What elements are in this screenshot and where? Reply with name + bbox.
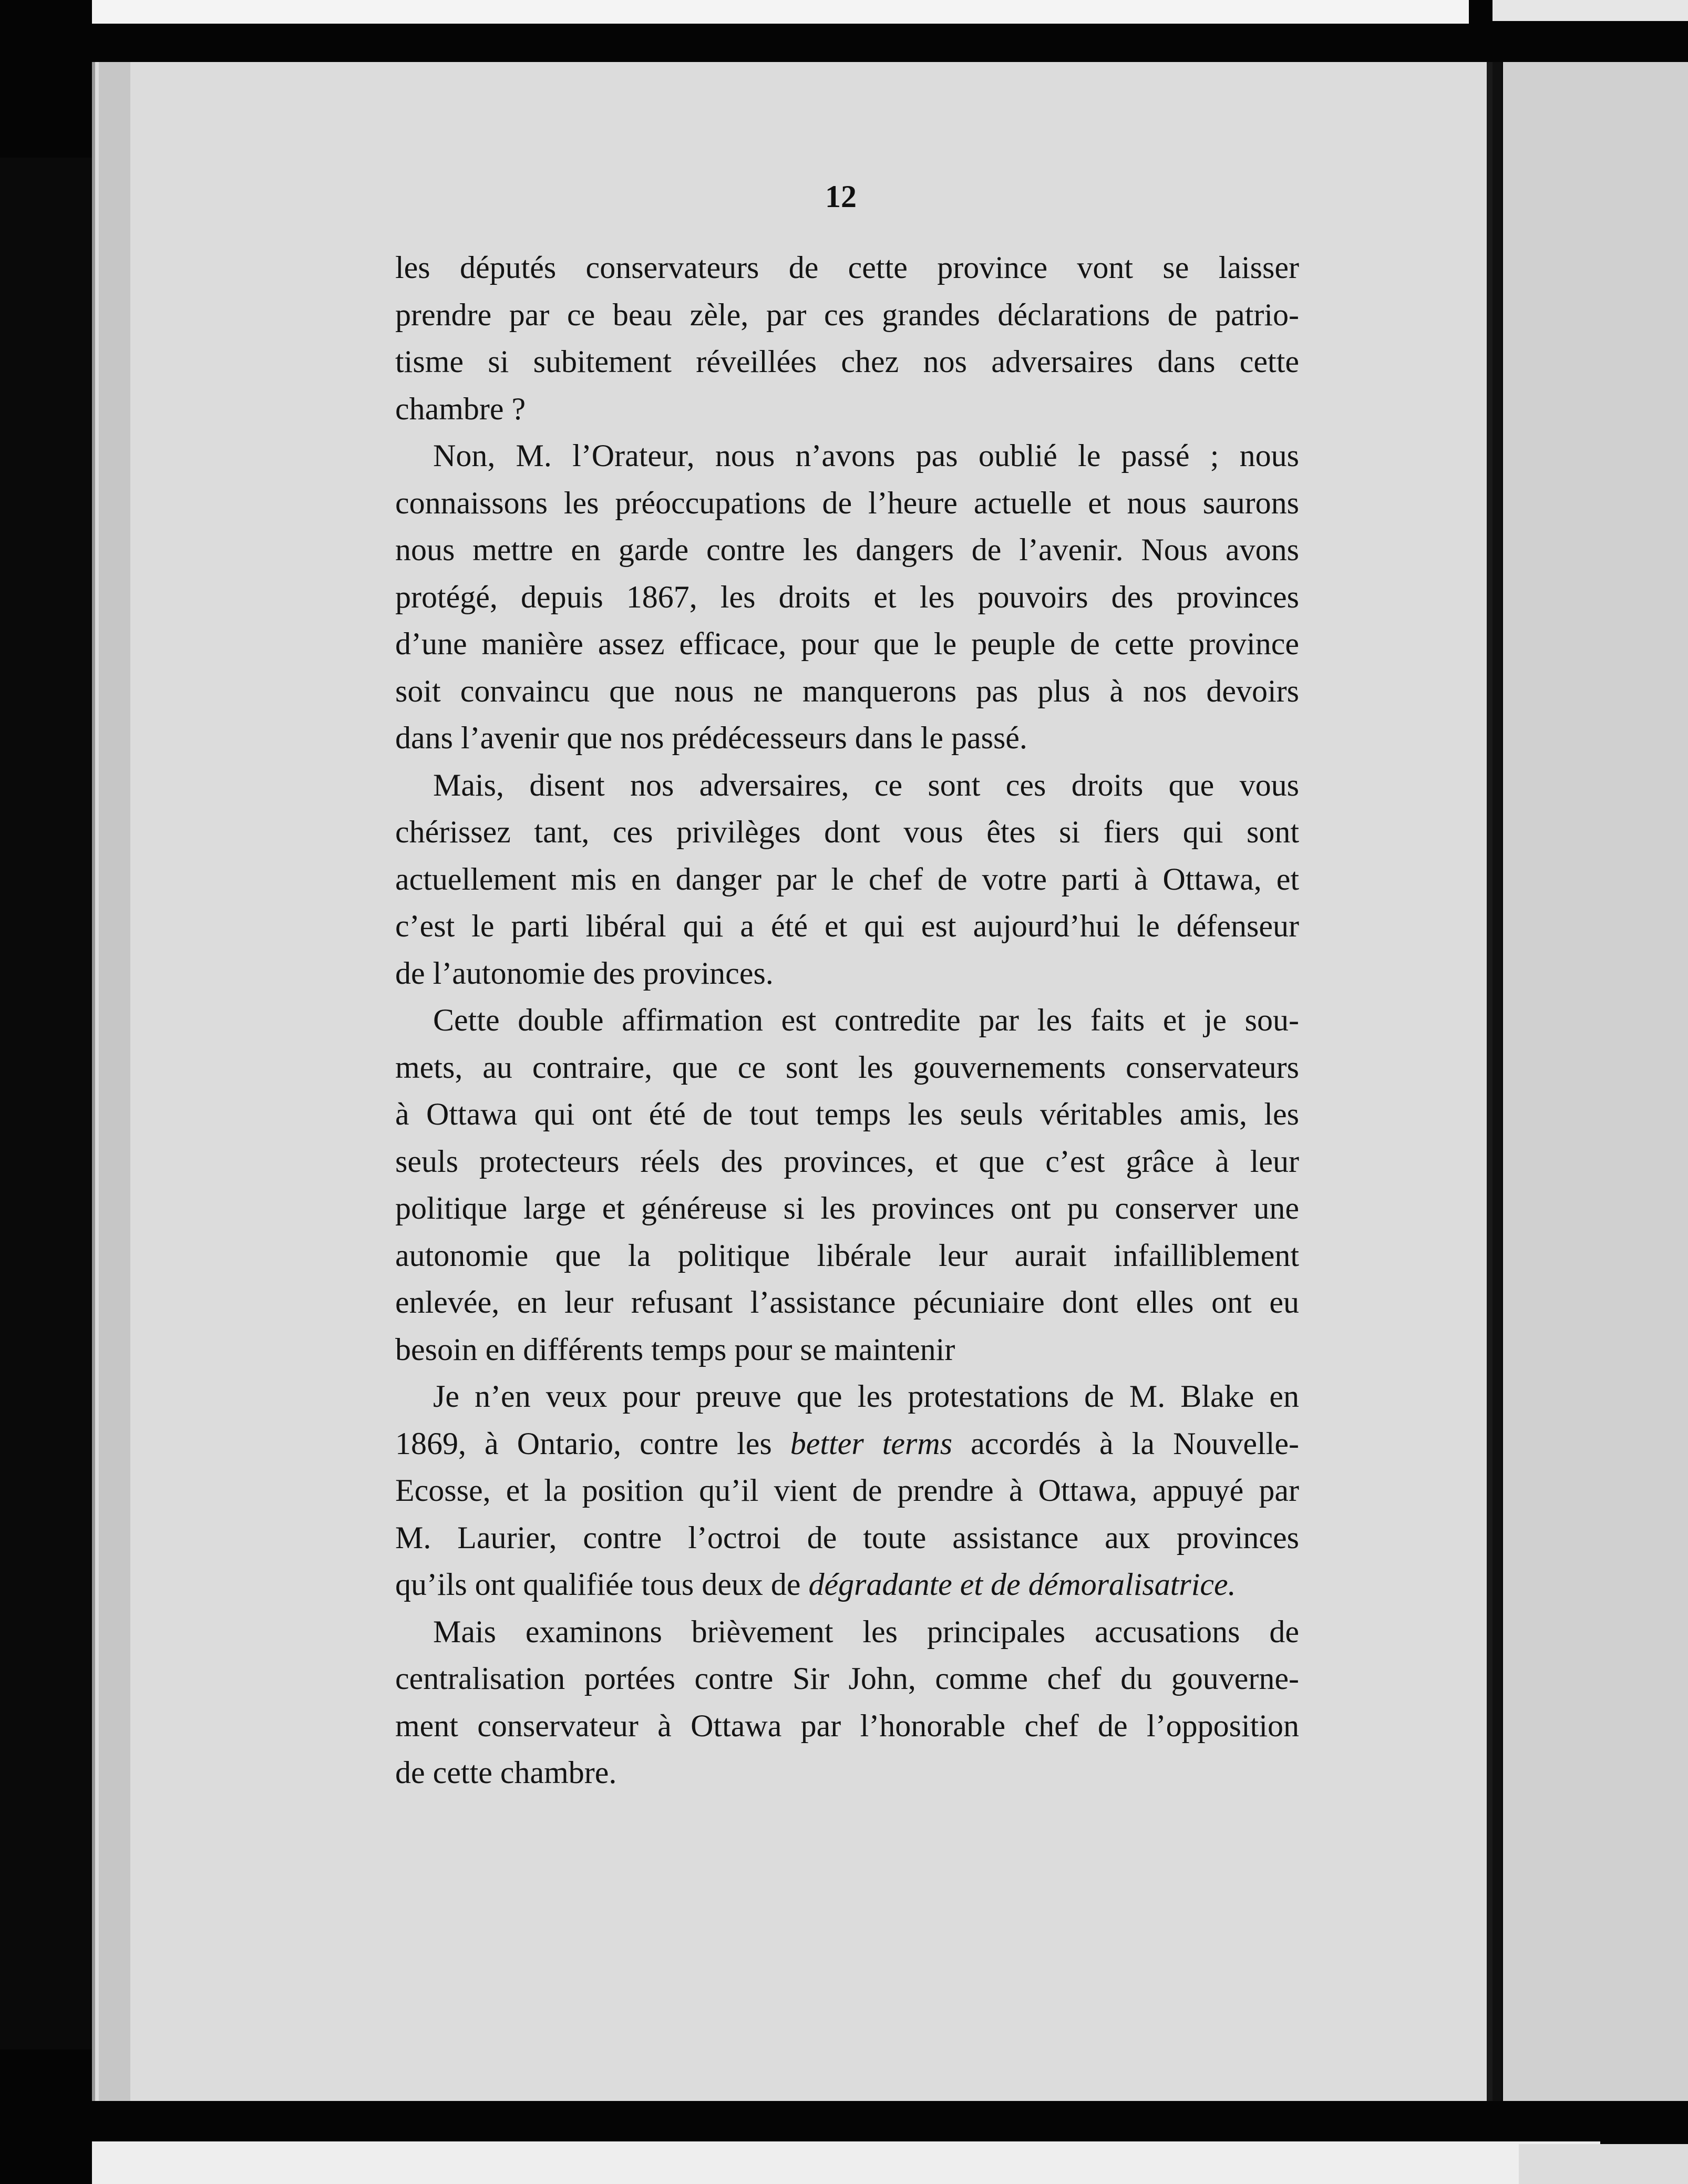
text-line: centralisation portées contre Sir John, comme chef du gouverne- [395,1661,1299,1696]
paragraph [395,432,1299,762]
text-line: Mais, disent nos adversaires, ce sont ces droits que vous [433,767,1299,802]
text-line: qu’ils ont qualifiée tous deux de dégradante et de démoralisatrice. [395,1567,1236,1602]
text-line: prendre par ce beau zèle, par ces grandes déclarations de patrio- [395,297,1299,332]
paragraph [395,244,1299,432]
text-line: dans l’avenir que nos prédécesseurs dans le passé. [395,720,1027,755]
text-line: Ecosse, et la position qu’il vient de prendre à Ottawa, appuyé par [395,1473,1299,1508]
body-text [395,244,1299,1797]
text-line: ment conservateur à Ottawa par l’honorable chef de l’opposition [395,1708,1299,1743]
text-line: Mais examinons brièvement les principales accusations de [433,1614,1299,1649]
adjacent-page [1503,62,1688,2101]
text-line: chambre ? [395,391,526,426]
film-border-bottom [92,2141,1600,2184]
film-left-margin [0,158,92,2049]
page-number: 12 [825,179,857,214]
text-line: les députés conservateurs de cette province vont se laisser [395,250,1299,285]
page-binding-edge [99,62,130,2101]
text-line: c’est le parti libéral qui a été et qui est aujourd’hui le défenseur [395,909,1299,943]
text-line: Non, M. l’Orateur, nous n’avons pas oublié le passé ; nous [433,438,1299,473]
text-line: connaissons les préoccupations de l’heure actuelle et nous saurons [395,485,1299,520]
paragraph [395,762,1299,997]
film-border-top [92,0,1469,24]
text-line: de cette chambre. [395,1755,617,1790]
text-line: autonomie que la politique libérale leur aurait infailliblement [395,1238,1299,1273]
page-gutter [1493,62,1502,2101]
text-line: actuellement mis en danger par le chef de votre parti à Ottawa, et [395,861,1299,897]
text-line: tisme si subitement réveillées chez nos adversaires dans cette [395,344,1299,379]
text-line: M. Laurier, contre l’octroi de toute assistance aux provinces [395,1520,1299,1555]
text-line: politique large et généreuse si les provinces ont pu conserver une [395,1191,1299,1225]
text-line: d’une manière assez efficace, pour que le peuple de cette province [395,626,1299,661]
text-line: 1869, à Ontario, contre les better terms accordés à la Nouvelle- [395,1426,1299,1461]
text-line: seuls protecteurs réels des provinces, et que c’est grâce à leur [395,1143,1299,1179]
text-line: Cette double affirmation est contredite par les faits et je sou- [433,1003,1299,1037]
text-line: besoin en différents temps pour se maintenir [395,1332,955,1367]
text-line: nous mettre en garde contre les dangers de l’avenir. Nous avons [395,532,1299,567]
text-line: mets, au contraire, que ce sont les gouvernements conservateurs [395,1049,1299,1085]
text-line: chérissez tant, ces privilèges dont vous êtes si fiers qui sont [395,815,1299,849]
text-line: à Ottawa qui ont été de tout temps les seuls véritables amis, les [395,1097,1299,1131]
paragraph [395,1609,1299,1797]
text-line: protégé, depuis 1867, les droits et les pouvoirs des provinces [395,579,1299,614]
film-border-bottom-right [1519,2144,1688,2184]
film-border-top-right [1493,0,1688,21]
text-line: Je n’en veux pour preuve que les protestations de M. Blake en [433,1379,1299,1414]
text-line: enlevée, en leur refusant l’assistance pécuniaire dont elles ont eu [395,1285,1299,1320]
text-line: de l’autonomie des provinces. [395,955,774,991]
text-line: soit convaincu que nous ne manquerons pas plus à nos devoirs [395,673,1299,708]
paragraph [395,997,1299,1373]
paragraph [395,1373,1299,1609]
